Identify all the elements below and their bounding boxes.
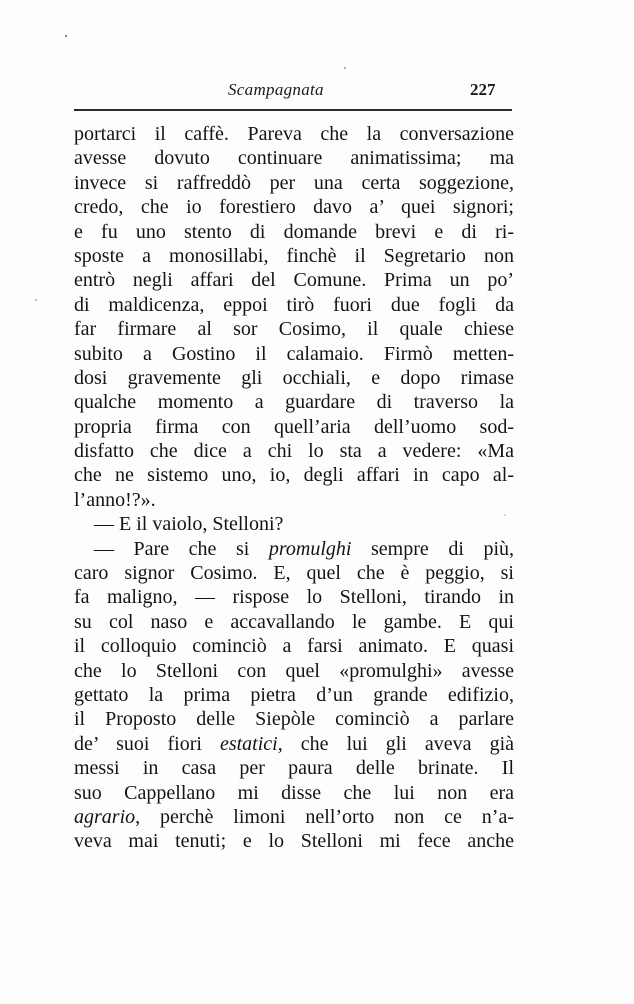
text-segment: , che lui gli aveva già [277, 732, 515, 755]
text-segment: de’ suoi fiori [74, 732, 220, 755]
text-line [74, 585, 514, 609]
text-line [74, 683, 514, 707]
text-line [74, 488, 514, 512]
text-segment: suo Cappellano mi disse che lui non era [74, 781, 514, 804]
text-line [74, 293, 514, 317]
text-line [74, 146, 514, 170]
text-line [74, 366, 514, 390]
text-line [74, 244, 514, 268]
text-segment: il colloquio cominciò a farsi animato. E quasi [74, 635, 514, 658]
text-line [74, 171, 514, 195]
text-segment: subito a Gostino il calamaio. Firmò metten- [74, 342, 514, 365]
text-line [74, 220, 514, 244]
text-segment: qualche momento a guardare di traverso la [74, 391, 514, 414]
text-segment: sempre di più, [351, 537, 514, 560]
text-line [74, 610, 514, 634]
running-head [0, 80, 634, 106]
text-segment: , perchè limoni nell’orto non ce n’a- [135, 805, 514, 828]
text-line [74, 268, 514, 292]
text-segment: — E il vaiolo, Stelloni? [94, 513, 284, 536]
text-segment: veva mai tenuti; e lo Stelloni mi fece anche [74, 830, 514, 853]
text-segment: sposte a monosillabi, finchè il Segretario non [74, 244, 514, 267]
text-segment: far firmare al sor Cosimo, il quale chiese [74, 318, 514, 341]
text-line [74, 634, 514, 658]
text-segment: propria firma con quell’aria dell’uomo sod- [74, 415, 514, 438]
text-segment: — Pare che si [94, 537, 269, 560]
text-line [74, 512, 514, 536]
text-line [74, 732, 514, 756]
text-segment: caro signor Cosimo. E, quel che è peggio, si [74, 562, 514, 585]
text-line [74, 390, 514, 414]
text-segment: il Proposto delle Siepòle cominciò a parlare [74, 708, 514, 731]
speck [35, 299, 37, 301]
text-line [74, 463, 514, 487]
italic-text: estatici [219, 732, 278, 755]
text-segment: disfatto che dice a chi lo sta a vedere: «Ma [74, 440, 514, 463]
text-line [74, 561, 514, 585]
text-line [74, 756, 514, 780]
text-segment: che ne sistemo uno, io, degli affari in capo al- [74, 464, 514, 487]
text-segment: dosi gravemente gli occhiali, e dopo rimase [74, 366, 514, 389]
speck [344, 67, 346, 69]
text-line [74, 659, 514, 683]
text-line [74, 707, 514, 731]
text-segment: gettato la prima pietra d’un grande edifizio, [74, 683, 514, 706]
text-line [74, 537, 514, 561]
text-line [74, 415, 514, 439]
text-line [74, 317, 514, 341]
text-line [74, 195, 514, 219]
text-segment: su col naso e accavallando le gambe. E qui [74, 610, 514, 633]
body-text [74, 122, 514, 854]
page-number: 227 [470, 80, 496, 99]
running-title: Scampagnata [228, 80, 324, 99]
text-line [74, 122, 514, 146]
text-segment: invece si raffreddò per una certa soggezione, [74, 171, 514, 194]
header-rule [74, 109, 512, 111]
text-segment: entrò negli affari del Comune. Prima un po’ [74, 269, 514, 292]
text-line [74, 781, 514, 805]
italic-text: agrario [74, 805, 136, 828]
text-line [74, 439, 514, 463]
text-segment: avesse dovuto continuare animatissima; ma [74, 147, 514, 170]
text-segment: di maldicenza, eppoi tirò fuori due fogli da [74, 293, 514, 316]
text-segment: credo, che io forestiero davo a’ quei signori; [74, 196, 514, 219]
text-segment: messi in casa per paura delle brinate. Il [74, 757, 514, 780]
text-line [74, 829, 514, 853]
text-segment: che lo Stelloni con quel «promulghi» avesse [74, 659, 514, 682]
text-line [74, 805, 514, 829]
speck [65, 35, 67, 37]
text-segment: e fu uno stento di domande brevi e di ri- [74, 220, 514, 243]
text-segment: l’anno!?». [74, 488, 156, 511]
text-segment: fa maligno, — rispose lo Stelloni, tirando in [74, 586, 514, 609]
text-segment: portarci il caffè. Pareva che la conversazione [74, 123, 514, 145]
italic-text: promulghi [268, 537, 352, 560]
text-line [74, 342, 514, 366]
